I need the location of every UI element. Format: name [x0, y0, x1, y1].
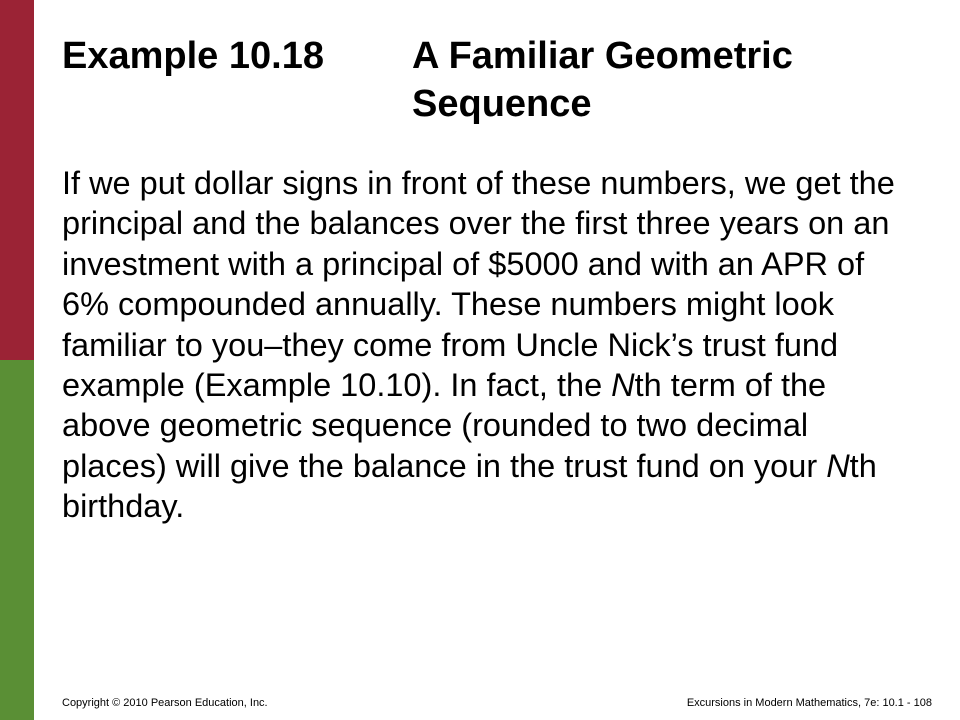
- footer-copyright: Copyright © 2010 Pearson Education, Inc.: [62, 697, 268, 709]
- left-accent-bar-bottom: [0, 360, 34, 720]
- title-heading: A Familiar Geometric Sequence: [412, 35, 793, 125]
- body-italic-n-2: N: [826, 447, 850, 484]
- body-italic-n-1: N: [611, 367, 635, 404]
- title-example-number: Example 10.18: [62, 35, 324, 77]
- footer-citation: Excursions in Modern Mathematics, 7e: 10.1 - 108: [686, 697, 932, 709]
- body-paragraph: [62, 163, 912, 527]
- slide-title: [62, 32, 942, 128]
- body-text-part3: th birthday.: [62, 447, 877, 525]
- body-text-part2: th term of the above geometric sequence (rounded to two decimal places) will give the balance in the trust fund on your: [62, 367, 827, 484]
- left-accent-bar-top: [0, 0, 34, 360]
- body-text-part1: If we put dollar signs in front of these numbers, we get the principal and the balances over the first three years on an investment with a principal of $5000 and with an APR of 6% compounded annually. These numbers might look familiar to you–they come from Uncle Nick’s trust fund example (Example 10.10). In fact, the: [62, 165, 895, 404]
